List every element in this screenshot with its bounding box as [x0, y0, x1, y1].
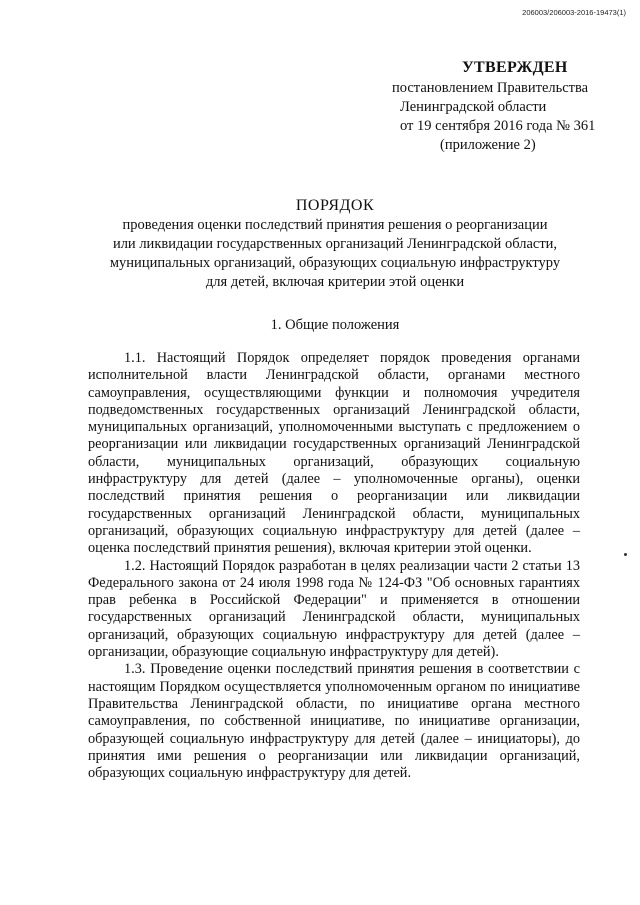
document-id: 206003/206003-2016-19473(1) — [522, 8, 626, 17]
title-line-4: для детей, включая критерии этой оценки — [205, 274, 465, 290]
paragraph-1-2: 1.2. Настоящий Порядок разработан в целях реализации части 2 статьи 13 Федерального закона от 24 июля 1998 года № 124-ФЗ "Об основных гарантиях прав ребенка в Российской Федерации" и применяется в отношении государственных организаций Ленинградской области, муниципальных организаций, образующих социальную инфраструктуру для детей (далее – организации, образующие социальную инфраструктуру для детей). — [88, 557, 580, 661]
document-title — [60, 196, 610, 292]
approval-line-4: (приложение 2) — [440, 137, 536, 153]
paragraph-1-3: 1.3. Проведение оценки последствий принятия решения в соответствии с настоящим Порядком осуществляется уполномоченным органом по инициативе Правительства Ленинградской области, по инициативе органа местного самоуправления, по собственной инициативе, по инициативе организации, образующей социальную инфраструктуру для детей (далее – инициаторы), до принятия ими решения о реорганизации или ликвидации организаций, образующих социальную инфраструктуру для детей. — [88, 661, 580, 782]
approval-line-2: Ленинградской области — [400, 99, 547, 115]
document-body — [88, 350, 580, 782]
margin-dot — [624, 553, 627, 556]
approved-heading: УТВЕРЖДЕН — [462, 59, 568, 76]
title-line-3: муниципальных организаций, образующих социальную инфраструктуру — [109, 255, 561, 271]
section-heading: 1. Общие положения — [270, 317, 400, 333]
title-line-2: или ликвидации государственных организаций Ленинградской области, — [112, 236, 558, 252]
title-main: ПОРЯДОК — [295, 197, 375, 214]
approval-line-3: от 19 сентября 2016 года № 361 — [400, 118, 596, 134]
title-line-1: проведения оценки последствий принятия решения о реорганизации — [122, 217, 548, 233]
approval-stamp — [392, 58, 612, 155]
paragraph-1-1: 1.1. Настоящий Порядок определяет порядок проведения органами исполнительной власти Ленинградской области, органами местного самоуправления, осуществляющими функции и полномочия учредителя подведомственных государственных организаций Ленинградской области, муниципальных организаций, уполномоченными выступать с предложением о реорганизации или ликвидации государственных организаций Ленинградской области, муниципальных организаций, образующих социальную инфраструктуру для детей (далее – уполномоченные органы), оценки последствий принятия решения о реорганизации или ликвидации государственных организаций Ленинградской области, муниципальных организаций, образующих социальную инфраструктуру для детей (далее – оценка последствий принятия решения), включая критерии этой оценки. — [88, 350, 580, 557]
approval-line-1: постановлением Правительства — [392, 80, 589, 96]
